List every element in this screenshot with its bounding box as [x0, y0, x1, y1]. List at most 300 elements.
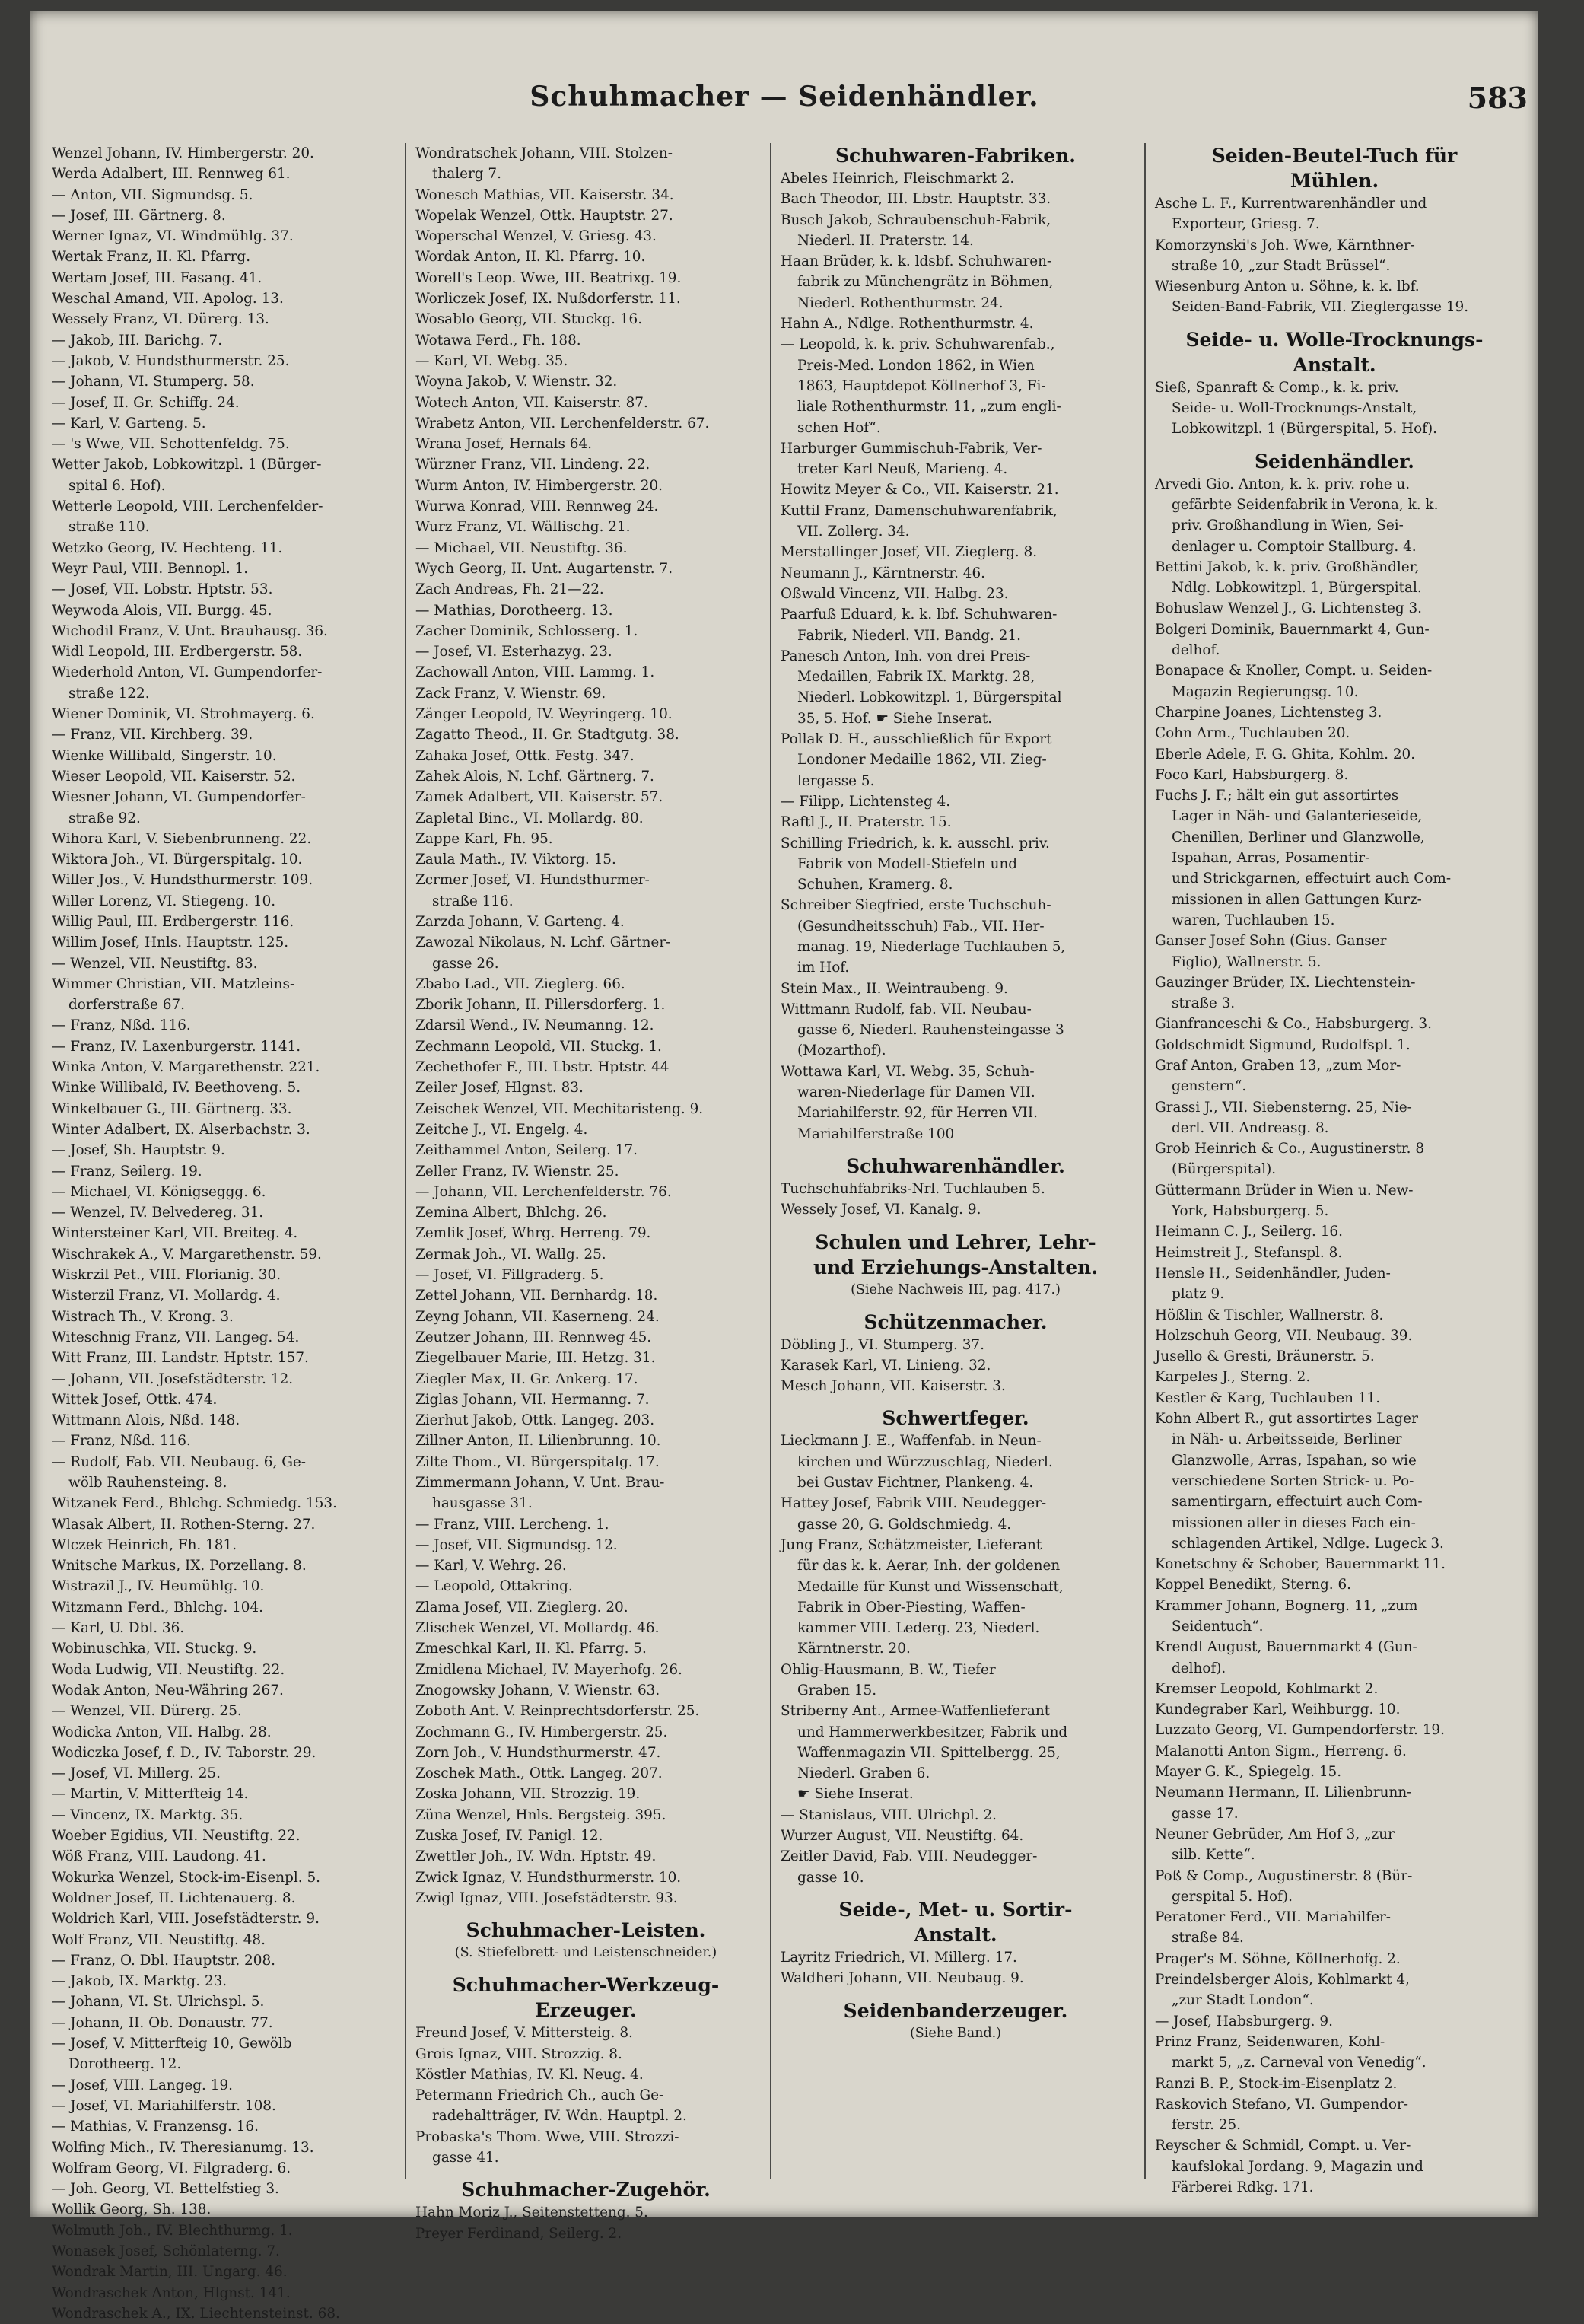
entry-continuation: schlagenden Artikel, Ndlge. Lugeck 3. [1172, 1535, 1444, 1552]
directory-entry: Wodicka Anton, VII. Halbg. 28. [52, 1724, 272, 1740]
directory-page [30, 11, 1538, 2322]
section-gap [781, 1144, 1131, 1154]
directory-entry: Zoschek Math., Ottk. Langeg. 207. [415, 1765, 663, 1782]
directory-entry: Zeithammel Anton, Seilerg. 17. [415, 1142, 638, 1159]
directory-entry: Züna Wenzel, Hnls. Bergsteig. 395. [415, 1807, 666, 1823]
entry-continuation: York, Habsburgerg. 5. [1172, 1203, 1329, 1220]
section-gap [781, 1888, 1131, 1897]
directory-entry: Zarzda Johann, V. Garteng. 4. [415, 913, 625, 930]
directory-entry: Wollik Georg, Sh. 138. [52, 2201, 212, 2218]
section-heading: Schützenmacher. [864, 1310, 1048, 1333]
entry-continuation: platz 9. [1172, 1286, 1225, 1303]
directory-entry: — Johann, II. Ob. Donaustr. 77. [52, 2014, 273, 2031]
cross-reference-note: (Siehe Nachweis III, pag. 417.) [851, 1281, 1061, 1297]
entry-continuation: fabrik zu Münchengrätz in Böhmen, [797, 274, 1054, 291]
directory-entry: Holzschuh Georg, VII. Neubaug. 39. [1155, 1327, 1413, 1344]
directory-entry: Wolfram Georg, VI. Filgraderg. 6. [52, 2160, 291, 2176]
entry-continuation: (Gesundheitsschuh) Fab., VII. Her- [797, 918, 1045, 934]
directory-entry: Weyr Paul, VIII. Bennopl. 1. [52, 560, 249, 577]
directory-entry: Bolgeri Dominik, Bauernmarkt 4, Gun- [1155, 621, 1430, 638]
entry-continuation: gerspital 5. Hof). [1172, 1888, 1293, 1905]
directory-entry: Kestler & Karg, Tuchlauben 11. [1155, 1390, 1381, 1406]
directory-entry: Kohn Albert R., gut assortirtes Lager [1155, 1411, 1418, 1428]
entry-continuation: hausgasse 31. [432, 1495, 533, 1512]
directory-entry: Willer Jos., V. Hundsthurmerstr. 109. [52, 872, 313, 889]
directory-entry: Zlama Josef, VII. Zieglerg. 20. [415, 1599, 628, 1616]
directory-entry: Schreiber Siegfried, erste Tuchschuh- [781, 897, 1051, 914]
directory-entry: — Josef, V. Mitterfteig 10, Gewölb [52, 2036, 292, 2052]
directory-entry: Zeyng Johann, VII. Kaserneng. 24. [415, 1308, 660, 1325]
entry-continuation: Preis-Med. London 1862, in Wien [797, 357, 1035, 374]
directory-entry: Prager's M. Söhne, Köllnerhofg. 2. [1155, 1950, 1401, 1967]
directory-entry: — Jakob, IX. Marktg. 23. [52, 1973, 227, 1990]
directory-entry: — Franz, VIII. Lercheng. 1. [415, 1516, 609, 1533]
directory-entry: Wokurka Wenzel, Stock-im-Eisenpl. 5. [52, 1869, 321, 1886]
directory-entry: Mayer G. K., Spiegelg. 15. [1155, 1764, 1342, 1781]
directory-entry: — Karl, V. Wehrg. 26. [415, 1558, 567, 1574]
entry-continuation: VII. Zollerg. 34. [797, 524, 910, 540]
entry-continuation: Ndlg. Lobkowitzpl. 1, Bürgerspital. [1172, 580, 1422, 597]
directory-entry: Cohn Arm., Tuchlauben 20. [1155, 725, 1350, 742]
entry-continuation: in Näh- u. Arbeitsseide, Berliner [1172, 1431, 1402, 1448]
directory-entry: Wurzer August, VII. Neustiftg. 64. [781, 1828, 1024, 1845]
directory-entry: Widl Leopold, III. Erdbergerstr. 58. [52, 644, 303, 661]
section-gap [781, 1396, 1131, 1406]
directory-entry: Neumann Hermann, II. Lilienbrunn- [1155, 1784, 1412, 1801]
directory-entry: Zmidlena Michael, IV. Mayerhofg. 26. [415, 1661, 682, 1678]
entry-continuation: Glanzwolle, Arras, Ispahan, so wie [1172, 1452, 1417, 1469]
directory-entry: Wolf Franz, VII. Neustiftg. 48. [52, 1931, 266, 1948]
entry-continuation: Londoner Medaille 1862, VII. Zieg- [797, 752, 1047, 769]
directory-entry: — Josef, VIII. Langeg. 19. [52, 2077, 234, 2093]
directory-entry: Wotawa Ferd., Fh. 188. [415, 332, 581, 349]
directory-entry: Sieß, Spanraft & Comp., k. k. priv. [1155, 379, 1399, 396]
directory-entry: Wistrach Th., V. Krong. 3. [52, 1308, 234, 1325]
directory-entry: Eberle Adele, F. G. Ghita, Kohlm. 20. [1155, 746, 1416, 762]
directory-entry: Raftl J., II. Praterstr. 15. [781, 814, 952, 831]
directory-entry: Witzanek Ferd., Bhlchg. Schmiedg. 153. [52, 1495, 337, 1512]
directory-entry: Woda Ludwig, VII. Neustiftg. 22. [52, 1661, 285, 1678]
directory-entry: Zorn Joh., V. Hundsthurmerstr. 47. [415, 1744, 661, 1761]
directory-entry: Wonasek Josef, Schönlaterng. 7. [52, 2243, 280, 2259]
directory-entry: Preindelsberger Alois, Kohlmarkt 4, [1155, 1972, 1410, 1988]
directory-entry: — Leopold, k. k. priv. Schuhwarenfab., [781, 336, 1055, 353]
directory-entry: Wopelak Wenzel, Ottk. Hauptstr. 27. [415, 207, 673, 224]
entry-continuation: gasse 41. [432, 2150, 499, 2166]
directory-entry: Wihora Karl, V. Siebenbrunneng. 22. [52, 830, 312, 847]
page-header [30, 81, 1538, 119]
section-heading: Erzeuger. [535, 1999, 637, 2022]
directory-entry: — Franz, O. Dbl. Hauptstr. 208. [52, 1952, 276, 1969]
section-heading: Schulen und Lehrer, Lehr- [815, 1230, 1096, 1253]
entry-continuation: delhof). [1172, 1660, 1226, 1676]
directory-entry: Worell's Leop. Wwe, III. Beatrixg. 19. [415, 269, 682, 286]
directory-entry: Witt Franz, III. Landstr. Hptstr. 157. [52, 1350, 309, 1367]
directory-entry: — Joh. Georg, VI. Bettelfstieg 3. [52, 2181, 279, 2198]
directory-entry: — Karl, V. Garteng. 5. [52, 415, 206, 431]
directory-entry: — Josef, VII. Sigmundsg. 12. [415, 1536, 618, 1553]
directory-entry: — Wenzel, VII. Dürerg. 25. [52, 1703, 242, 1720]
directory-entry: Wosablo Georg, VII. Stuckg. 16. [415, 311, 643, 328]
directory-entry: Zimmermann Johann, V. Unt. Brau- [415, 1475, 665, 1491]
entry-continuation: delhof. [1172, 642, 1220, 659]
directory-entry: Willim Josef, Hnls. Hauptstr. 125. [52, 934, 289, 951]
directory-entry: Wittmann Alois, Nßd. 148. [52, 1412, 240, 1429]
directory-entry: Wetterle Leopold, VIII. Lerchenfelder- [52, 498, 323, 515]
directory-entry: Koppel Benedikt, Sterng. 6. [1155, 1577, 1351, 1593]
directory-entry: Arvedi Gio. Anton, k. k. priv. rohe u. [1155, 476, 1411, 492]
entry-continuation: Fabrik, Niederl. VII. Bandg. 21. [797, 627, 1021, 644]
entry-continuation: Figlio), Wallnerstr. 5. [1172, 953, 1322, 970]
directory-entry: Wlczek Heinrich, Fh. 181. [52, 1536, 237, 1553]
entry-continuation: 35, 5. Hof. ☛ Siehe Inserat. [797, 710, 993, 727]
directory-entry: Ziegelbauer Marie, III. Hetzg. 31. [415, 1350, 656, 1367]
directory-entry: Wistrazil J., IV. Heumühlg. 10. [52, 1578, 265, 1595]
directory-entry: Witeschnig Franz, VII. Langeg. 54. [52, 1329, 300, 1345]
entry-continuation: (Bürgerspital). [1172, 1161, 1277, 1178]
section-heading: Schwertfeger. [882, 1407, 1029, 1430]
entry-continuation: treter Karl Neuß, Marieng. 4. [797, 461, 1008, 478]
entry-continuation: Schuhen, Kramerg. 8. [797, 877, 953, 893]
directory-entry: Wiesner Johann, VI. Gumpendorfer- [52, 789, 306, 806]
directory-entry: — Josef, VII. Lobstr. Hptstr. 53. [52, 581, 273, 598]
entry-continuation: Graben 15. [797, 1683, 877, 1698]
directory-entry: Zochmann G., IV. Himbergerstr. 25. [415, 1724, 668, 1740]
directory-entry: Bohuslaw Wenzel J., G. Lichtensteg 3. [1155, 600, 1423, 617]
directory-entry: Zlischek Wenzel, VI. Mollardg. 46. [415, 1620, 660, 1637]
directory-entry: — Josef, II. Gr. Schiffg. 24. [52, 394, 240, 411]
entry-continuation: missionen aller in dieses Fach ein- [1172, 1514, 1416, 1531]
directory-entry: Kremser Leopold, Kohlmarkt 2. [1155, 1680, 1379, 1697]
directory-entry: Wintersteiner Karl, VII. Breiteg. 4. [52, 1225, 298, 1242]
directory-entry: Wurm Anton, IV. Himbergerstr. 20. [415, 477, 663, 494]
entry-continuation: genstern“. [1172, 1078, 1247, 1095]
directory-entry: Wurwa Konrad, VIII. Rennweg 24. [415, 498, 659, 515]
directory-entry: Neumann J., Kärntnerstr. 46. [781, 565, 986, 581]
directory-entry: — Filipp, Lichtensteg 4. [781, 793, 951, 810]
directory-entry: Zacher Dominik, Schlosserg. 1. [415, 622, 638, 639]
directory-entry: Petermann Friedrich Ch., auch Ge- [415, 2087, 664, 2104]
directory-entry: Wiener Dominik, VI. Strohmayerg. 6. [52, 706, 315, 723]
directory-entry: Winkelbauer G., III. Gärtnerg. 33. [52, 1100, 292, 1117]
directory-entry: Malanotti Anton Sigm., Herreng. 6. [1155, 1743, 1407, 1759]
directory-entry: Wessely Franz, VI. Dürerg. 13. [52, 311, 269, 328]
entry-continuation: derl. VII. Andreasg. 8. [1172, 1119, 1329, 1136]
directory-entry: Wimmer Christian, VII. Matzleins- [52, 976, 295, 992]
directory-entry: Hensle H., Seidenhändler, Juden- [1155, 1265, 1391, 1281]
entry-continuation: waren, Tuchlauben 15. [1172, 912, 1335, 928]
directory-entry: Woldner Josef, II. Lichtenauerg. 8. [52, 1889, 296, 1906]
entry-continuation: gasse 26. [432, 955, 499, 972]
directory-entry: — Michael, VII. Neustiftg. 36. [415, 540, 628, 556]
directory-entry: Zcrmer Josef, VI. Hundsthurmer- [415, 872, 650, 889]
directory-entry: — Josef, VI. Fillgraderg. 5. [415, 1267, 604, 1284]
directory-entry: Zeller Franz, IV. Wienstr. 25. [415, 1163, 619, 1180]
section-gap [781, 1300, 1131, 1310]
directory-entry: Graf Anton, Graben 13, „zum Mor- [1155, 1057, 1401, 1074]
directory-entry: Bonapace & Knoller, Compt. u. Seiden- [1155, 663, 1433, 680]
directory-entry: Mesch Johann, VII. Kaiserstr. 3. [781, 1378, 1006, 1395]
directory-entry: Wnitsche Markus, IX. Porzellang. 8. [52, 1558, 307, 1574]
directory-entry: Bach Theodor, III. Lbstr. Hauptstr. 33. [781, 191, 1051, 208]
section-heading: Seidenhändler. [1254, 450, 1415, 473]
directory-entry: Wrana Josef, Hernals 64. [415, 436, 593, 453]
section-gap [781, 1989, 1131, 1998]
directory-entry: Zahek Alois, N. Lchf. Gärtnerg. 7. [415, 768, 654, 785]
entry-continuation: im Hof. [797, 960, 850, 976]
directory-entry: Würzner Franz, VII. Lindeng. 22. [415, 457, 650, 473]
directory-entry: Fuchs J. F.; hält ein gut assortirtes [1155, 788, 1399, 804]
directory-entry: Döbling J., VI. Stumperg. 37. [781, 1336, 984, 1353]
directory-entry: Zwettler Joh., IV. Wdn. Hptstr. 49. [415, 1848, 657, 1865]
directory-entry: — Josef, VI. Esterhazyg. 23. [415, 644, 612, 661]
directory-entry: — Rudolf, Fab. VII. Neubaug. 6, Ge- [52, 1453, 306, 1470]
directory-entry: Wittek Josef, Ottk. 474. [52, 1391, 218, 1408]
directory-entry: Paarfuß Eduard, k. k. lbf. Schuhwaren- [781, 606, 1058, 623]
directory-entry: Goldschmidt Sigmund, Rudolfspl. 1. [1155, 1036, 1411, 1053]
directory-entry: Schilling Friedrich, k. k. ausschl. priv. [781, 835, 1050, 852]
directory-entry: Zack Franz, V. Wienstr. 69. [415, 685, 606, 702]
directory-entry: Zechethofer F., III. Lbstr. Hptstr. 44 [415, 1059, 670, 1076]
directory-entry: Wodak Anton, Neu-Währing 267. [52, 1682, 284, 1698]
directory-entry: Zilte Thom., VI. Bürgerspitalg. 17. [415, 1453, 660, 1470]
directory-entry: Wertak Franz, II. Kl. Pfarrg. [52, 249, 251, 266]
entry-continuation: manag. 19, Niederlage Tuchlauben 5, [797, 938, 1066, 955]
section-heading: Anstalt. [914, 1923, 997, 1946]
entry-continuation: Mariahilferstraße 100 [797, 1125, 955, 1142]
directory-entry: Haan Brüder, k. k. ldsbf. Schuhwaren- [781, 253, 1052, 270]
directory-entry: Wiskrzil Pet., VIII. Florianig. 30. [52, 1267, 281, 1284]
entry-continuation: Lobkowitzpl. 1 (Bürgerspital, 5. Hof). [1172, 421, 1437, 438]
directory-entry: Waldheri Johann, VII. Neubaug. 9. [781, 1970, 1024, 1987]
directory-entry: Grois Ignaz, VIII. Strozzig. 8. [415, 2045, 622, 2062]
directory-entry: Hahn A., Ndlge. Rothenthurmstr. 4. [781, 316, 1034, 333]
directory-entry: Karasek Karl, VI. Linieng. 32. [781, 1357, 991, 1374]
entry-continuation: thalerg 7. [432, 166, 501, 183]
directory-entry: Zachowall Anton, VIII. Lammg. 1. [415, 664, 655, 681]
directory-entry: Asche L. F., Kurrentwarenhändler und [1155, 196, 1427, 212]
directory-entry: Wiesenburg Anton u. Söhne, k. k. lbf. [1155, 279, 1420, 295]
directory-entry: Ohlig-Hausmann, B. W., Tiefer [781, 1661, 996, 1678]
directory-entry: — Michael, VI. Königseggg. 6. [52, 1183, 266, 1200]
directory-entry: Panesch Anton, Inh. von drei Preis- [781, 648, 1031, 664]
directory-entry: — Franz, VII. Kirchberg. 39. [52, 727, 253, 743]
directory-entry: Werda Adalbert, III. Rennweg 61. [52, 166, 291, 183]
section-heading: Schuhmacher-Zugehör. [461, 2179, 711, 2201]
directory-entry: Ziglas Johann, VII. Hermanng. 7. [415, 1391, 650, 1408]
directory-entry: — Johann, VII. Lerchenfelderstr. 76. [415, 1183, 672, 1200]
directory-entry: Zoboth Ant. V. Reinprechtsdorferstr. 25. [415, 1703, 700, 1720]
directory-entry: Merstallinger Josef, VII. Zieglerg. 8. [781, 544, 1038, 561]
entry-continuation: verschiedene Sorten Strick- u. Po- [1172, 1472, 1414, 1489]
entry-continuation: gasse 10. [797, 1869, 864, 1886]
column-divider [405, 143, 406, 2179]
entry-continuation: Medaillen, Fabrik IX. Marktg. 28, [797, 669, 1035, 686]
directory-entry: Wolfing Mich., IV. Theresianumg. 13. [52, 2139, 314, 2156]
entry-continuation: straße 84. [1172, 1930, 1244, 1947]
directory-entry: Zwigl Ignaz, VIII. Josefstädterstr. 93. [415, 1889, 678, 1906]
directory-entry: — Josef, VI. Mariahilferstr. 108. [52, 2097, 276, 2114]
directory-entry: Kuttil Franz, Damenschuhwarenfabrik, [781, 502, 1058, 519]
cross-reference-note: (Siehe Band.) [909, 2025, 1002, 2041]
directory-entry: Charpine Joanes, Lichtensteg 3. [1155, 704, 1382, 721]
directory-columns [52, 143, 1531, 2322]
section-heading: Schuhwaren-Fabriken. [835, 145, 1076, 167]
entry-continuation: gasse 6, Niederl. Rauhensteingasse 3 [797, 1022, 1064, 1039]
directory-entry: Heimann C. J., Seilerg. 16. [1155, 1224, 1343, 1240]
directory-entry: Wiederhold Anton, VI. Gumpendorfer- [52, 664, 323, 681]
entry-continuation: und Strickgarnen, effectuirt auch Com- [1172, 871, 1452, 887]
entry-continuation: straße 110. [68, 519, 150, 536]
directory-entry: Ganser Josef Sohn (Gius. Ganser [1155, 933, 1387, 950]
directory-entry: Zoska Johann, VII. Strozzig. 19. [415, 1786, 641, 1803]
directory-entry: Zborik Johann, II. Pillersdorferg. 1. [415, 997, 666, 1014]
directory-entry: — Josef, III. Gärtnerg. 8. [52, 207, 226, 224]
directory-entry: Layritz Friedrich, VI. Millerg. 17. [781, 1949, 1017, 1966]
directory-entry: Woperschal Wenzel, V. Griesg. 43. [415, 228, 657, 245]
directory-entry: Willig Paul, III. Erdbergerstr. 116. [52, 913, 294, 930]
directory-entry: Komorzynski's Joh. Wwe, Kärnthner- [1155, 237, 1415, 253]
directory-entry: Neuner Gebrüder, Am Hof 3, „zur [1155, 1826, 1395, 1842]
directory-entry: Winke Willibald, IV. Beethoveng. 5. [52, 1080, 301, 1097]
section-heading: Seide-, Met- u. Sortir- [838, 1898, 1073, 1921]
directory-entry: — Anton, VII. Sigmundsg. 5. [52, 186, 253, 203]
directory-entry: Zach Andreas, Fh. 21—22. [415, 581, 604, 598]
directory-entry: — Josef, Habsburgerg. 9. [1155, 2013, 1333, 2030]
directory-entry: — Wenzel, IV. Belvedereg. 31. [52, 1205, 264, 1221]
entry-continuation: „zur Stadt London“. [1172, 1992, 1314, 2009]
directory-entry: Wlasak Albert, II. Rothen-Sterng. 27. [52, 1516, 316, 1533]
section-heading: Mühlen. [1290, 170, 1379, 192]
directory-entry: Grassi J., VII. Siebensterng. 25, Nie- [1155, 1099, 1412, 1116]
entry-continuation: spital 6. Hof). [68, 477, 166, 494]
directory-entry: Gauzinger Brüder, IX. Liechtenstein- [1155, 974, 1416, 991]
page-number: 583 [1467, 81, 1528, 115]
directory-entry: Weywoda Alois, VII. Burgg. 45. [52, 602, 272, 619]
directory-entry: Reyscher & Schmidl, Compt. u. Ver- [1155, 2138, 1411, 2154]
directory-entry: Probaska's Thom. Wwe, VIII. Strozzi- [415, 2128, 679, 2145]
directory-entry: Zagatto Theod., II. Gr. Stadtgutg. 38. [415, 727, 679, 743]
directory-entry: Zermak Joh., VI. Wallg. 25. [415, 1246, 606, 1262]
directory-entry: Wurz Franz, VI. Wällischg. 21. [415, 519, 631, 536]
directory-entry: Preyer Ferdinand, Seilerg. 2. [415, 2225, 622, 2242]
entry-continuation: ferstr. 25. [1172, 2117, 1242, 2134]
directory-entry: Wiktora Joh., VI. Bürgerspitalg. 10. [52, 852, 303, 868]
directory-entry: Woyna Jakob, V. Wienstr. 32. [415, 374, 618, 390]
directory-entry: Ranzi B. P., Stock-im-Eisenplatz 2. [1155, 2075, 1398, 2092]
directory-entry: Zeischek Wenzel, VII. Mechitaristeng. 9. [415, 1100, 704, 1117]
directory-entry: Gianfranceschi & Co., Habsburgerg. 3. [1155, 1016, 1432, 1033]
directory-entry: Wittmann Rudolf, fab. VII. Neubau- [781, 1001, 1032, 1017]
directory-entry: Freund Josef, V. Mittersteig. 8. [415, 2025, 633, 2042]
section-gap [415, 1963, 756, 1972]
directory-entry: Zmeschkal Karl, II. Kl. Pfarrg. 5. [415, 1641, 647, 1657]
directory-entry: Zahaka Josef, Ottk. Festg. 347. [415, 747, 635, 764]
directory-entry: Wondraschek Anton, Hlgnst. 141. [52, 2284, 291, 2301]
entry-continuation: Waffenmagazin VII. Spittelbergg. 25, [797, 1744, 1061, 1761]
column-2 [415, 143, 756, 2244]
directory-entry: Krammer Johann, Bognerg. 11, „zum [1155, 1597, 1418, 1614]
directory-entry: Zänger Leopold, IV. Weyringerg. 10. [415, 706, 673, 723]
running-head: Schuhmacher — Seidenhändler. [530, 81, 1039, 113]
directory-entry: Kundegraber Karl, Weihburgg. 10. [1155, 1702, 1401, 1718]
directory-entry: Wottawa Karl, VI. Webg. 35, Schuh- [781, 1063, 1035, 1080]
section-gap [1155, 318, 1514, 327]
entry-continuation: samentirgarn, effectuirt auch Com- [1172, 1494, 1423, 1511]
entry-continuation: priv. Großhandlung in Wien, Sei- [1172, 517, 1404, 534]
directory-entry: Zwick Ignaz, V. Hundsthurmerstr. 10. [415, 1869, 682, 1886]
section-gap [415, 2168, 756, 2177]
entry-continuation: Medaille für Kunst und Wissenschaft, [797, 1578, 1064, 1595]
directory-entry: Hahn Moriz J., Seitenstetteng. 5. [415, 2205, 648, 2221]
section-heading: Schuhmacher-Leisten. [466, 1919, 706, 1942]
directory-entry: Zappe Karl, Fh. 95. [415, 830, 553, 847]
column-4 [1155, 143, 1514, 2198]
entry-continuation: markt 5, „z. Carneval von Venedig“. [1172, 2055, 1427, 2071]
directory-entry: — Jakob, III. Barichg. 7. [52, 332, 223, 349]
directory-entry: Abeles Heinrich, Fleischmarkt 2. [781, 170, 1015, 186]
directory-entry: Zettel Johann, VII. Bernhardg. 18. [415, 1288, 658, 1304]
entry-continuation: Niederl. II. Praterstr. 14. [797, 232, 974, 249]
directory-entry: Witzmann Ferd., Bhlchg. 104. [52, 1599, 264, 1616]
directory-entry: Güttermann Brüder in Wien u. New- [1155, 1182, 1414, 1199]
cross-reference-note: (S. Stiefelbrett- und Leistenschneider.) [454, 1945, 717, 1961]
directory-entry: Zierhut Jakob, Ottk. Langeg. 203. [415, 1412, 655, 1429]
directory-entry: — Mathias, V. Franzensg. 16. [52, 2119, 259, 2135]
directory-entry: Zemlik Josef, Whrg. Herreng. 79. [415, 1225, 651, 1242]
directory-entry: — Franz, IV. Laxenburgerstr. 1141. [52, 1038, 301, 1055]
directory-entry: Wych Georg, II. Unt. Augartenstr. 7. [415, 560, 673, 577]
section-gap [415, 1909, 756, 1918]
directory-entry: Werner Ignaz, VI. Windmühlg. 37. [52, 228, 294, 245]
directory-entry: Harburger Gummischuh-Fabrik, Ver- [781, 440, 1042, 457]
entry-continuation: dorferstraße 67. [68, 997, 185, 1014]
directory-entry: Pollak D. H., ausschließlich für Export [781, 731, 1052, 748]
directory-entry: Wolmuth Joh., IV. Blechthurmg. 1. [52, 2222, 293, 2239]
directory-entry: Wienke Willibald, Singerstr. 10. [52, 747, 277, 764]
directory-entry: — Franz, Nßd. 116. [52, 1433, 191, 1450]
directory-entry: Wertam Josef, III. Fasang. 41. [52, 269, 262, 286]
directory-entry: Stein Max., II. Weintraubeng. 9. [781, 980, 1008, 997]
directory-entry: Köstler Mathias, IV. Kl. Neug. 4. [415, 2066, 644, 2083]
entry-continuation: Kärntnerstr. 20. [797, 1641, 911, 1657]
section-heading: Anstalt. [1293, 353, 1376, 376]
directory-entry: Worliczek Josef, IX. Nußdorferstr. 11. [415, 291, 681, 307]
entry-continuation: kammer VIII. Lederg. 23, Niederl. [797, 1620, 1040, 1637]
directory-entry: — Jakob, V. Hundsthurmerstr. 25. [52, 352, 290, 369]
directory-entry: Zeitler David, Fab. VIII. Neudegger- [781, 1848, 1038, 1865]
directory-entry: Wichodil Franz, V. Unt. Brauhausg. 36. [52, 622, 328, 639]
directory-entry: Ziegler Max, II. Gr. Ankerg. 17. [415, 1371, 638, 1387]
directory-entry: Wischrakek A., V. Margarethenstr. 59. [52, 1246, 322, 1262]
entry-continuation: straße 122. [68, 685, 150, 702]
entry-continuation: bei Gustav Fichtner, Plankeng. 4. [797, 1475, 1034, 1491]
directory-entry: Zeitche J., VI. Engelg. 4. [415, 1121, 588, 1138]
entry-continuation: Niederl. Lobkowitzpl. 1, Bürgerspital [797, 689, 1062, 706]
directory-entry: — Wenzel, VII. Neustiftg. 83. [52, 955, 258, 972]
section-heading: Schuhwarenhändler. [846, 1154, 1065, 1177]
column-1 [52, 143, 390, 2324]
directory-entry: Zdarsil Wend., IV. Neumanng. 12. [415, 1017, 654, 1034]
section-gap [1155, 440, 1514, 449]
directory-entry: Wonesch Mathias, VII. Kaiserstr. 34. [415, 186, 674, 203]
directory-entry: Foco Karl, Habsburgerg. 8. [1155, 766, 1349, 783]
directory-entry: Grob Heinrich & Co., Augustinerstr. 8 [1155, 1141, 1425, 1157]
directory-entry: Woldrich Karl, VIII. Josefstädterstr. 9. [52, 1911, 320, 1928]
entry-continuation: Seide- u. Woll-Trocknungs-Anstalt, [1172, 400, 1417, 417]
directory-entry: Jung Franz, Schätzmeister, Lieferant [781, 1536, 1042, 1553]
entry-continuation: (Mozarthof). [797, 1043, 886, 1059]
